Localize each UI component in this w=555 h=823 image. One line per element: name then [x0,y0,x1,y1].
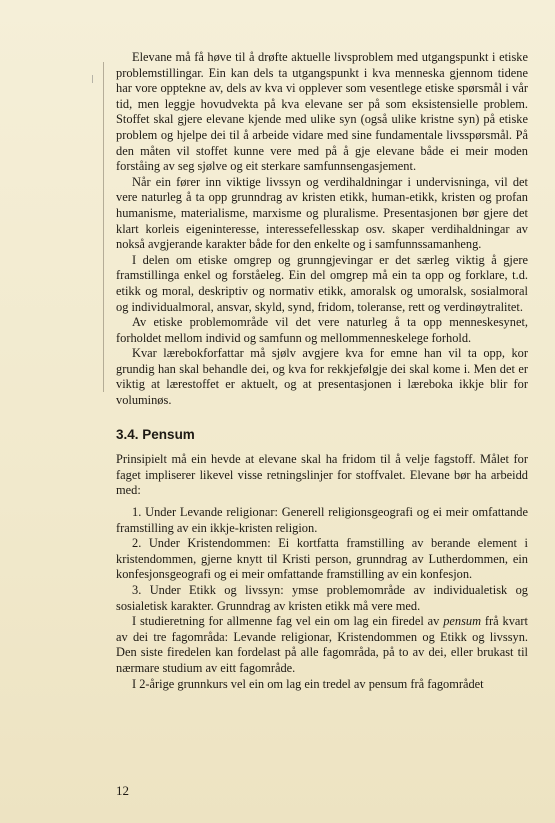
page-body [116,50,528,692]
list-item-etikk-livssyn: 3. Under Etikk og livssyn: ymse problemområde av individualetisk og sosialetisk karakter. Grunndrag av kristen etikk må vere med. [116,583,528,613]
section-heading [116,427,528,443]
section-number: 3.4. [116,426,139,442]
page-number: 12 [116,783,129,798]
section-title: Pensum [142,426,195,442]
studieretning-text-b: frå kvart av dei tre fagområda: Levande religionar, Kristendommen og Etikk og livssyn. Den siste firedelen kan fordelast på alle fagområda, på to av dei, eller brukast til nærmare studium av eitt fagområde. [116,614,528,675]
paragraph-grunnkurs: I 2-årige grunnkurs vel ein om lag ein tredel av pensum frå fagområdet [132,676,484,691]
studieretning-text-a: I studieretning for allmenne fag vel ein om lag ein firedel av [132,614,444,629]
list-item-kristendommen: 2. Under Kristendommen: Ei kortfatta framstilling av berande element i kristendommen, gjerne knytt til Kristi person, grunndrag av Lutherdommen, ein konfesjonsgeografi og ei meir omfattande framstilling av ein konfesjon. [116,536,528,582]
paragraph-laerebok: Kvar lærebokforfattar må sjølv avgjere kva for emne han vil ta opp, kor grundig han skal behandle dei, og kva for rekkjefølgje dei skal kome i. Men det er viktig at lærestoffet er aktuelt, og at presentasjonen i læreboka ikkje blir for voluminøs. [116,346,528,408]
pencil-margin-line [103,62,104,392]
list-item-levande-religionar: 1. Under Levande religionar: Generell religionsgeografi og ei meir omfattande framstilling av ein ikkje-kristen religion. [116,505,528,535]
pensum-emphasis: pensum [443,614,482,629]
paragraph-studieretning [116,614,528,676]
paragraph-omgrep: I delen om etiske omgrep og grunngjevingar er det særleg viktig å gjere framstillinga enkel og forståeleg. Ein del omgrep må ein ta opp og forklare, t.d. etikk og moral, deskriptiv og normativ etikk, amoralsk og umoralsk, sosialmoral og individualmoral, ansvar, skyld, synd, fridom, toleranse, rett og verdinøytralitet. [116,252,528,314]
section-intro: Prinsipielt må ein hevde at elevane skal ha fridom til å velje fagstoff. Målet for faget impliserer likevel visse retningslinjer for stoffvalet. Elevane bør ha arbeidd med: [116,452,528,498]
paragraph-livsproblem: Elevane må få høve til å drøfte aktuelle livsproblem med utgangspunkt i etiske problemstillingar. Ein kan dels ta utgangspunkt i kva menneska gjennom tidene har vore opptekne av, dels av kva vi opplever som vesentlege etiske spørsmål i vår tid, men leggje hovudvekta på kva elevane ser på som eksistensielle problem. Stoffet skal gjere elevane kjende med ulike syn (også ulike kristne syn) på etiske problem og hjelpe dei til å arbeide vidare med sine fundamentale livsspørsmål. På den måten vil stoffet kunne vere med på å gje elevane både ei meir moden forståing av seg sjølve og eit sterkare samfunnsengasjement. [116,50,528,174]
paragraph-problemomrade: Av etiske problemområde vil det vere naturleg å ta opp menneskesynet, forholdet mellom individ og samfunn og mellommenneskelege forhold. [116,315,528,345]
pencil-margin-mark [92,75,99,83]
paragraph-livssyn: Når ein fører inn viktige livssyn og verdihaldningar i undervisninga, vil det vere naturleg å ta opp grunndrag av kristen etikk, human-etikk, kristen og profan humanisme, materialisme, marxisme og pluralisme. Presentasjonen bør gjere det klart korleis eigeninteresse, interessefellesskap osv. skaper verdihaldningar av nokså avgjerande karakter både for den enkelte og i samfunnssamanheng. [116,174,528,252]
